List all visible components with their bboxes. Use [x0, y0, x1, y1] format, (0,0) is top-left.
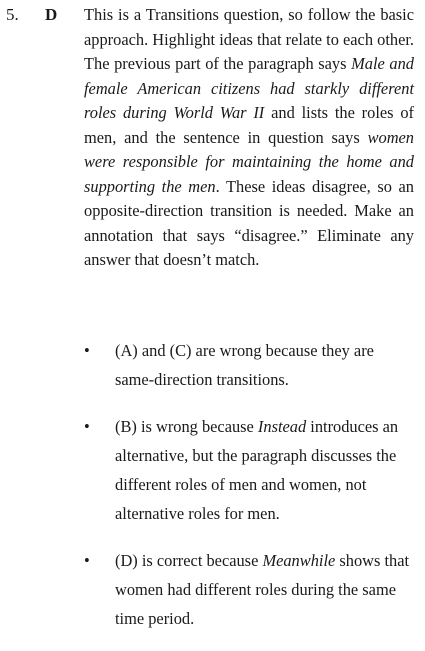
explanation-text: This is a Transitions question, so follow the basic approach. Highlight ideas that relate to each other. The previous part of the paragraph says: [84, 5, 414, 73]
list-item: [0, 336, 425, 394]
bullet-text-part: (D) is correct because: [115, 551, 263, 570]
bullet-icon: •: [84, 417, 90, 436]
explanation-text: . These ideas disagree, so an opposite-direction transition is needed. Make an annotation that says “disagree.” Eliminate any answer that doesn’t match.: [84, 176, 414, 269]
list-item: [0, 412, 425, 528]
bullet-text-part: (A) and (C) are wrong because they are same-direction transitions.: [115, 341, 374, 389]
bullet-text-part: (B) is wrong because: [115, 417, 258, 436]
bullet-text-part: shows that women had different roles during the same time period.: [115, 551, 410, 628]
quoted-text: Male and female American citizens had starkly different roles during World War II: [84, 54, 414, 122]
bullet-text: [115, 546, 411, 633]
explanation-text: and lists the roles of men, and the sentence in question says: [84, 103, 414, 147]
answer-letter: D: [45, 5, 58, 24]
bullet-text-part: introduces an alternative, but the paragraph discusses the different roles of men and women, not alternative roles for men.: [115, 417, 399, 523]
explanation-paragraph: [84, 3, 414, 273]
answer-choice-list: [0, 336, 425, 651]
bullet-italic-term: Instead: [257, 417, 307, 436]
bullet-italic-term: Meanwhile: [262, 551, 336, 570]
bullet-text: [115, 336, 411, 394]
bullet-icon: •: [84, 551, 90, 570]
bullet-text: [115, 412, 411, 528]
question-number: 5.: [6, 5, 19, 24]
quoted-text: women were responsible for maintaining the home and supporting the men: [84, 127, 414, 196]
list-item: [0, 546, 425, 633]
bullet-icon: •: [84, 341, 90, 360]
